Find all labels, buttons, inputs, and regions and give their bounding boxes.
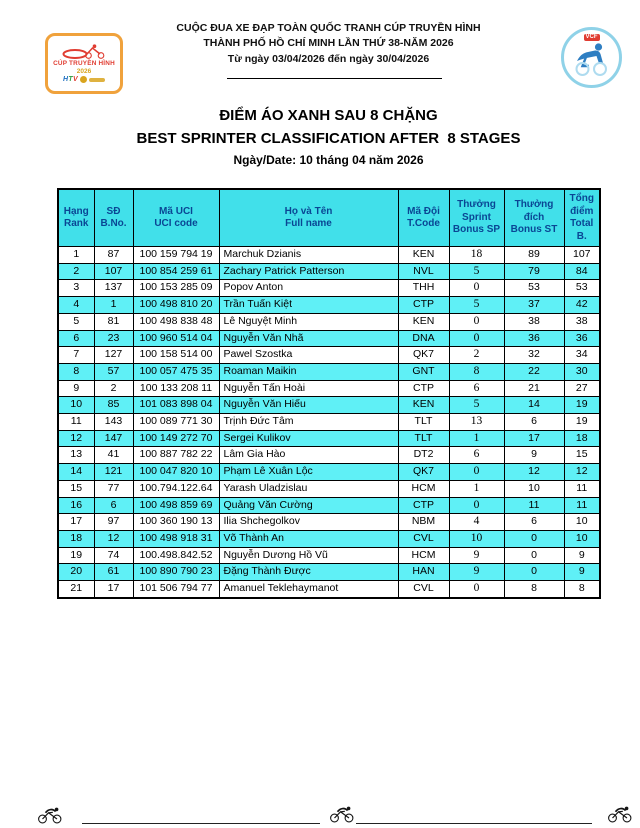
finish-bonus-cell: 32 bbox=[504, 347, 564, 364]
sprint-bonus-cell: 8 bbox=[449, 363, 504, 380]
bib-number-cell: 143 bbox=[94, 414, 133, 431]
total-points-cell: 18 bbox=[564, 430, 600, 447]
total-points-cell: 8 bbox=[564, 581, 600, 598]
uci-code-cell: 100 057 475 35 bbox=[133, 363, 219, 380]
cyclist-icon bbox=[607, 805, 633, 823]
team-code-cell: THH bbox=[398, 280, 449, 297]
uci-code-cell: 100 498 810 20 bbox=[133, 297, 219, 314]
team-code-cell: NBM bbox=[398, 514, 449, 531]
sprint-bonus-cell: 9 bbox=[449, 564, 504, 581]
title-vietnamese: ĐIỂM ÁO XANH SAU 8 CHẶNG bbox=[219, 107, 438, 124]
col-header-bib-number: SĐ B.No. bbox=[94, 189, 133, 247]
team-code-cell: DNA bbox=[398, 330, 449, 347]
race-header bbox=[57, 21, 600, 67]
col-header-rank: Hạng Rank bbox=[58, 189, 94, 247]
uci-code-cell: 100 159 794 19 bbox=[133, 247, 219, 264]
sprint-bonus-cell: 5 bbox=[449, 397, 504, 414]
team-code-cell: TLT bbox=[398, 430, 449, 447]
finish-bonus-cell: 53 bbox=[504, 280, 564, 297]
col-header-sprint-bonus: Thưởng Sprint Bonus SP bbox=[449, 189, 504, 247]
rider-name-cell: Võ Thành An bbox=[219, 530, 398, 547]
team-code-cell: KEN bbox=[398, 397, 449, 414]
cyclist-icon bbox=[329, 805, 355, 823]
total-points-cell: 19 bbox=[564, 414, 600, 431]
rank-cell: 20 bbox=[58, 564, 94, 581]
team-code-cell: CTP bbox=[398, 297, 449, 314]
uci-code-cell: 100 960 514 04 bbox=[133, 330, 219, 347]
bib-number-cell: 147 bbox=[94, 430, 133, 447]
total-points-cell: 11 bbox=[564, 497, 600, 514]
header-divider-line bbox=[227, 78, 442, 79]
rider-name-cell: Zachary Patrick Patterson bbox=[219, 263, 398, 280]
table-row bbox=[58, 380, 600, 397]
rank-cell: 5 bbox=[58, 313, 94, 330]
total-points-cell: 10 bbox=[564, 514, 600, 531]
finish-bonus-cell: 14 bbox=[504, 397, 564, 414]
sprint-bonus-cell: 0 bbox=[449, 497, 504, 514]
table-row bbox=[58, 263, 600, 280]
bib-number-cell: 85 bbox=[94, 397, 133, 414]
title-date: Ngày/Date: 10 tháng 04 năm 2026 bbox=[233, 153, 424, 167]
rider-name-cell: Ilia Shchegolkov bbox=[219, 514, 398, 531]
total-points-cell: 9 bbox=[564, 564, 600, 581]
bib-number-cell: 17 bbox=[94, 581, 133, 598]
total-points-cell: 36 bbox=[564, 330, 600, 347]
bib-number-cell: 77 bbox=[94, 480, 133, 497]
total-points-cell: 15 bbox=[564, 447, 600, 464]
table-row bbox=[58, 530, 600, 547]
rank-cell: 7 bbox=[58, 347, 94, 364]
uci-code-cell: 100.498.842.52 bbox=[133, 547, 219, 564]
table-row bbox=[58, 581, 600, 598]
total-points-cell: 107 bbox=[564, 247, 600, 264]
rider-name-cell: Nguyễn Dương Hồ Vũ bbox=[219, 547, 398, 564]
total-points-cell: 38 bbox=[564, 313, 600, 330]
table-row bbox=[58, 480, 600, 497]
rider-name-cell: Marchuk Dzianis bbox=[219, 247, 398, 264]
table-row bbox=[58, 280, 600, 297]
sprint-bonus-cell: 0 bbox=[449, 330, 504, 347]
table-row bbox=[58, 414, 600, 431]
uci-code-cell: 100 890 790 23 bbox=[133, 564, 219, 581]
sponsor-medallion-icon bbox=[80, 76, 87, 83]
uci-code-cell: 101 083 898 04 bbox=[133, 397, 219, 414]
rank-cell: 17 bbox=[58, 514, 94, 531]
rank-cell: 6 bbox=[58, 330, 94, 347]
rider-name-cell: Trịnh Đức Tâm bbox=[219, 414, 398, 431]
finish-bonus-cell: 6 bbox=[504, 414, 564, 431]
finish-bonus-cell: 11 bbox=[504, 497, 564, 514]
team-code-cell: QK7 bbox=[398, 347, 449, 364]
sprint-bonus-cell: 13 bbox=[449, 414, 504, 431]
table-row bbox=[58, 313, 600, 330]
bib-number-cell: 61 bbox=[94, 564, 133, 581]
bib-number-cell: 2 bbox=[94, 380, 133, 397]
rank-cell: 18 bbox=[58, 530, 94, 547]
finish-bonus-cell: 0 bbox=[504, 564, 564, 581]
team-code-cell: GNT bbox=[398, 363, 449, 380]
team-code-cell: HAN bbox=[398, 564, 449, 581]
total-points-cell: 34 bbox=[564, 347, 600, 364]
sprinter-classification-table bbox=[57, 188, 601, 599]
rider-name-cell: Đặng Thành Được bbox=[219, 564, 398, 581]
rank-cell: 8 bbox=[58, 363, 94, 380]
bib-number-cell: 107 bbox=[94, 263, 133, 280]
finish-bonus-cell: 0 bbox=[504, 530, 564, 547]
bib-number-cell: 87 bbox=[94, 247, 133, 264]
sprint-bonus-cell: 5 bbox=[449, 263, 504, 280]
team-code-cell: KEN bbox=[398, 313, 449, 330]
total-points-cell: 84 bbox=[564, 263, 600, 280]
total-points-cell: 11 bbox=[564, 480, 600, 497]
sprint-bonus-cell: 9 bbox=[449, 547, 504, 564]
sprint-bonus-cell: 4 bbox=[449, 514, 504, 531]
rank-cell: 11 bbox=[58, 414, 94, 431]
title-english: BEST SPRINTER CLASSIFICATION AFTER 8 STAGES bbox=[136, 130, 521, 147]
blue-cyclist-icon bbox=[571, 41, 613, 77]
finish-bonus-cell: 37 bbox=[504, 297, 564, 314]
sprint-bonus-cell: 10 bbox=[449, 530, 504, 547]
finish-bonus-cell: 38 bbox=[504, 313, 564, 330]
rank-cell: 16 bbox=[58, 497, 94, 514]
sprint-bonus-cell: 5 bbox=[449, 297, 504, 314]
bib-number-cell: 81 bbox=[94, 313, 133, 330]
uci-code-cell: 100 089 771 30 bbox=[133, 414, 219, 431]
cyclist-icon bbox=[37, 806, 63, 824]
vcf-federation-logo bbox=[561, 27, 622, 88]
team-code-cell: QK7 bbox=[398, 464, 449, 481]
finish-bonus-cell: 17 bbox=[504, 430, 564, 447]
bib-number-cell: 41 bbox=[94, 447, 133, 464]
rank-cell: 12 bbox=[58, 430, 94, 447]
rank-cell: 2 bbox=[58, 263, 94, 280]
table-row bbox=[58, 397, 600, 414]
rider-name-cell: Nguyễn Văn Hiếu bbox=[219, 397, 398, 414]
total-points-cell: 10 bbox=[564, 530, 600, 547]
team-code-cell: NVL bbox=[398, 263, 449, 280]
race-dates: Từ ngày 03/04/2026 đến ngày 30/04/2026 bbox=[227, 53, 430, 65]
team-code-cell: KEN bbox=[398, 247, 449, 264]
table-row bbox=[58, 547, 600, 564]
total-points-cell: 9 bbox=[564, 547, 600, 564]
table-row bbox=[58, 430, 600, 447]
total-points-cell: 30 bbox=[564, 363, 600, 380]
rider-name-cell: Trần Tuấn Kiệt bbox=[219, 297, 398, 314]
rider-name-cell: Quảng Văn Cường bbox=[219, 497, 398, 514]
sprint-bonus-cell: 6 bbox=[449, 447, 504, 464]
bib-number-cell: 97 bbox=[94, 514, 133, 531]
rider-name-cell: Lâm Gia Hào bbox=[219, 447, 398, 464]
team-code-cell: CVL bbox=[398, 530, 449, 547]
rank-cell: 13 bbox=[58, 447, 94, 464]
table-header-row bbox=[58, 189, 600, 247]
total-points-cell: 12 bbox=[564, 464, 600, 481]
uci-code-cell: 100 498 918 31 bbox=[133, 530, 219, 547]
table-row bbox=[58, 297, 600, 314]
rank-cell: 1 bbox=[58, 247, 94, 264]
rider-name-cell: Pawel Szostka bbox=[219, 347, 398, 364]
rank-cell: 3 bbox=[58, 280, 94, 297]
total-points-cell: 19 bbox=[564, 397, 600, 414]
col-header-total-points: Tổng điểm Total B. bbox=[564, 189, 600, 247]
classification-title bbox=[57, 107, 600, 168]
bib-number-cell: 121 bbox=[94, 464, 133, 481]
sponsor-wordmark bbox=[89, 78, 105, 82]
table-row bbox=[58, 330, 600, 347]
rider-name-cell: Popov Anton bbox=[219, 280, 398, 297]
uci-code-cell: 100 887 782 22 bbox=[133, 447, 219, 464]
race-title-line-1: CUỘC ĐUA XE ĐẠP TOÀN QUỐC TRANH CÚP TRUYỀN HÌNH bbox=[176, 22, 481, 34]
rider-name-cell: Nguyễn Tấn Hoài bbox=[219, 380, 398, 397]
uci-code-cell: 100 133 208 11 bbox=[133, 380, 219, 397]
table-row bbox=[58, 497, 600, 514]
col-header-full-name: Họ và Tên Full name bbox=[219, 189, 398, 247]
uci-code-cell: 100 158 514 00 bbox=[133, 347, 219, 364]
total-points-cell: 53 bbox=[564, 280, 600, 297]
table-row bbox=[58, 347, 600, 364]
signature-line-left bbox=[82, 823, 320, 824]
team-code-cell: HCM bbox=[398, 547, 449, 564]
sprint-bonus-cell: 1 bbox=[449, 430, 504, 447]
finish-bonus-cell: 0 bbox=[504, 547, 564, 564]
sprint-bonus-cell: 0 bbox=[449, 313, 504, 330]
rider-name-cell: Lê Nguyệt Minh bbox=[219, 313, 398, 330]
rank-cell: 4 bbox=[58, 297, 94, 314]
finish-bonus-cell: 22 bbox=[504, 363, 564, 380]
finish-bonus-cell: 36 bbox=[504, 330, 564, 347]
rank-cell: 10 bbox=[58, 397, 94, 414]
sprint-bonus-cell: 6 bbox=[449, 380, 504, 397]
bib-number-cell: 23 bbox=[94, 330, 133, 347]
rank-cell: 15 bbox=[58, 480, 94, 497]
sprint-bonus-cell: 0 bbox=[449, 464, 504, 481]
cup-logo-year: 2026 bbox=[76, 68, 92, 75]
uci-code-cell: 100 498 859 69 bbox=[133, 497, 219, 514]
team-code-cell: CVL bbox=[398, 581, 449, 598]
rank-cell: 21 bbox=[58, 581, 94, 598]
rider-name-cell: Sergei Kulikov bbox=[219, 430, 398, 447]
htv-logo: HTV bbox=[63, 76, 78, 83]
race-title-line-2: THÀNH PHỐ HỒ CHÍ MINH LẦN THỨ 38-NĂM 2026 bbox=[203, 37, 454, 49]
col-header-uci-code: Mã UCI UCI code bbox=[133, 189, 219, 247]
finish-bonus-cell: 89 bbox=[504, 247, 564, 264]
cup-logo-title: CÚP TRUYỀN HÌNH bbox=[53, 60, 115, 67]
finish-bonus-cell: 21 bbox=[504, 380, 564, 397]
team-code-cell: DT2 bbox=[398, 447, 449, 464]
finish-bonus-cell: 79 bbox=[504, 263, 564, 280]
uci-code-cell: 101 506 794 77 bbox=[133, 581, 219, 598]
uci-code-cell: 100 149 272 70 bbox=[133, 430, 219, 447]
team-code-cell: HCM bbox=[398, 480, 449, 497]
rider-name-cell: Amanuel Teklehaymanot bbox=[219, 581, 398, 598]
finish-bonus-cell: 9 bbox=[504, 447, 564, 464]
bib-number-cell: 57 bbox=[94, 363, 133, 380]
total-points-cell: 42 bbox=[564, 297, 600, 314]
total-points-cell: 27 bbox=[564, 380, 600, 397]
sprint-bonus-cell: 2 bbox=[449, 347, 504, 364]
rider-name-cell: Phạm Lê Xuân Lộc bbox=[219, 464, 398, 481]
rider-name-cell: Roaman Maikin bbox=[219, 363, 398, 380]
bib-number-cell: 127 bbox=[94, 347, 133, 364]
col-header-team-code: Mã Đội T.Code bbox=[398, 189, 449, 247]
bib-number-cell: 137 bbox=[94, 280, 133, 297]
table-row bbox=[58, 514, 600, 531]
bib-number-cell: 74 bbox=[94, 547, 133, 564]
rider-name-cell: Yarash Uladzislau bbox=[219, 480, 398, 497]
bib-number-cell: 6 bbox=[94, 497, 133, 514]
team-code-cell: CTP bbox=[398, 380, 449, 397]
uci-code-cell: 100.794.122.64 bbox=[133, 480, 219, 497]
uci-code-cell: 100 360 190 13 bbox=[133, 514, 219, 531]
finish-bonus-cell: 12 bbox=[504, 464, 564, 481]
team-code-cell: TLT bbox=[398, 414, 449, 431]
bib-number-cell: 12 bbox=[94, 530, 133, 547]
signature-line-right bbox=[356, 823, 592, 824]
table-row bbox=[58, 564, 600, 581]
rider-name-cell: Nguyễn Văn Nhã bbox=[219, 330, 398, 347]
uci-code-cell: 100 047 820 10 bbox=[133, 464, 219, 481]
table-row bbox=[58, 464, 600, 481]
uci-code-cell: 100 153 285 09 bbox=[133, 280, 219, 297]
sprint-bonus-cell: 18 bbox=[449, 247, 504, 264]
finish-bonus-cell: 6 bbox=[504, 514, 564, 531]
table-row bbox=[58, 247, 600, 264]
sprint-bonus-cell: 1 bbox=[449, 480, 504, 497]
sprint-bonus-cell: 0 bbox=[449, 280, 504, 297]
table-row bbox=[58, 447, 600, 464]
team-code-cell: CTP bbox=[398, 497, 449, 514]
sprint-bonus-cell: 0 bbox=[449, 581, 504, 598]
uci-code-cell: 100 498 838 48 bbox=[133, 313, 219, 330]
table-body bbox=[58, 247, 600, 598]
finish-bonus-cell: 10 bbox=[504, 480, 564, 497]
table-row bbox=[58, 363, 600, 380]
finish-bonus-cell: 8 bbox=[504, 581, 564, 598]
vcf-label: VCF bbox=[585, 34, 598, 40]
col-header-finish-bonus: Thưởng đích Bonus ST bbox=[504, 189, 564, 247]
bib-number-cell: 1 bbox=[94, 297, 133, 314]
rank-cell: 19 bbox=[58, 547, 94, 564]
rank-cell: 9 bbox=[58, 380, 94, 397]
uci-code-cell: 100 854 259 61 bbox=[133, 263, 219, 280]
rank-cell: 14 bbox=[58, 464, 94, 481]
